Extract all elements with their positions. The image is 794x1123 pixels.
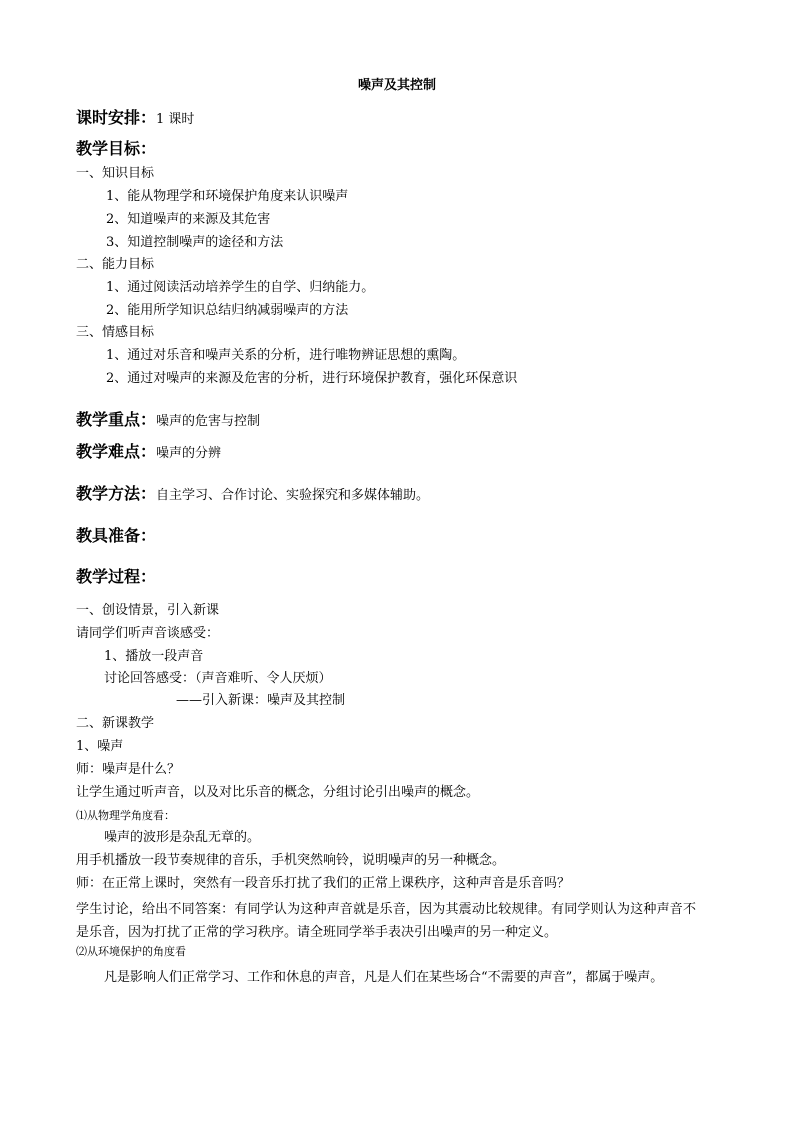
method-label: 教学方法： — [76, 484, 157, 503]
process-step-1-lead: ——引入新课：噪声及其控制 — [176, 693, 346, 708]
teacher-question-2: 师：在正常上课时，突然有一段音乐打扰了我们的正常上课秩序，这种声音是乐音吗？ — [76, 876, 571, 891]
emotion-item-2: 2、通过对噪声的来源及危害的分析，进行环境保护教育，强化环保意识 — [106, 371, 518, 386]
ability-item-1: 1、通过阅读活动培养学生的自学、归纳能力。 — [106, 280, 375, 295]
key-point-value: 噪声的危害与控制 — [156, 414, 261, 429]
student-task: 让学生通过听声音，以及对比乐音的概念，分组讨论引出噪声的概念。 — [76, 785, 480, 800]
knowledge-item-1: 1、能从物理学和环境保护角度来认识噪声 — [106, 189, 349, 204]
phone-demo: 用手机播放一段节奏规律的音乐，手机突然响铃，说明噪声的另一种概念。 — [76, 853, 506, 868]
key-point-line — [76, 412, 260, 430]
teacher-question-1: 师：噪声是什么？ — [76, 762, 181, 777]
schedule-label: 课时安排： — [76, 108, 157, 127]
environment-view: ⑵从环境保护的角度看 — [76, 945, 186, 958]
knowledge-item-2: 2、知道噪声的来源及其危害 — [106, 212, 271, 227]
difficulty-value: 噪声的分辨 — [156, 446, 222, 461]
method-line — [76, 486, 429, 504]
emotion-item-1: 1、通过对乐音和噪声关系的分析，进行唯物辨证思想的熏陶。 — [106, 348, 466, 363]
process-step-1-discuss: 讨论回答感受：（声音难听、令人厌烦） — [104, 671, 332, 686]
key-point-label: 教学重点： — [76, 410, 157, 429]
schedule-line — [76, 110, 194, 128]
method-value: 自主学习、合作讨论、实验探究和多媒体辅助。 — [156, 488, 430, 503]
document-title: 噪声及其控制 — [357, 78, 436, 93]
process-step-2-1: 1、噪声 — [76, 739, 124, 754]
process-step-1-intro: 请同学们听声音谈感受： — [76, 626, 220, 641]
process-step-1-item: 1、播放一段声音 — [104, 649, 204, 664]
difficulty-label: 教学难点： — [76, 442, 157, 461]
schedule-value: 1 课时 — [156, 112, 195, 127]
student-discussion: 学生讨论，给出不同答案：有同学认为这种声音就是乐音，因为其震动比较规律。有同学则认为这种声音不是乐音，因为打扰了正常的学习秩序。请全班同学举手表决引出噪声的另一种定义。 — [76, 902, 696, 940]
process-heading: 教学过程： — [76, 567, 157, 586]
objectives-heading: 教学目标： — [76, 139, 157, 158]
ability-heading: 二、能力目标 — [76, 257, 155, 272]
emotion-heading: 三、情感目标 — [76, 325, 155, 340]
knowledge-heading: 一、知识目标 — [76, 166, 155, 181]
knowledge-item-3: 3、知道控制噪声的途径和方法 — [106, 235, 284, 250]
process-step-2: 二、新课教学 — [76, 716, 155, 731]
tools-heading: 教具准备： — [76, 526, 157, 545]
ability-item-2: 2、能用所学知识总结归纳减弱噪声的方法 — [106, 303, 349, 318]
difficulty-line — [76, 444, 221, 462]
environment-definition: 凡是影响人们正常学习、工作和休息的声音，凡是人们在某些场合“不需要的声音”，都属于噪声。 — [104, 970, 664, 985]
waveform-text: 噪声的波形是杂乱无章的。 — [104, 830, 261, 845]
process-step-1: 一、创设情景，引入新课 — [76, 603, 220, 618]
physics-view: ⑴从物理学角度看： — [76, 809, 175, 822]
